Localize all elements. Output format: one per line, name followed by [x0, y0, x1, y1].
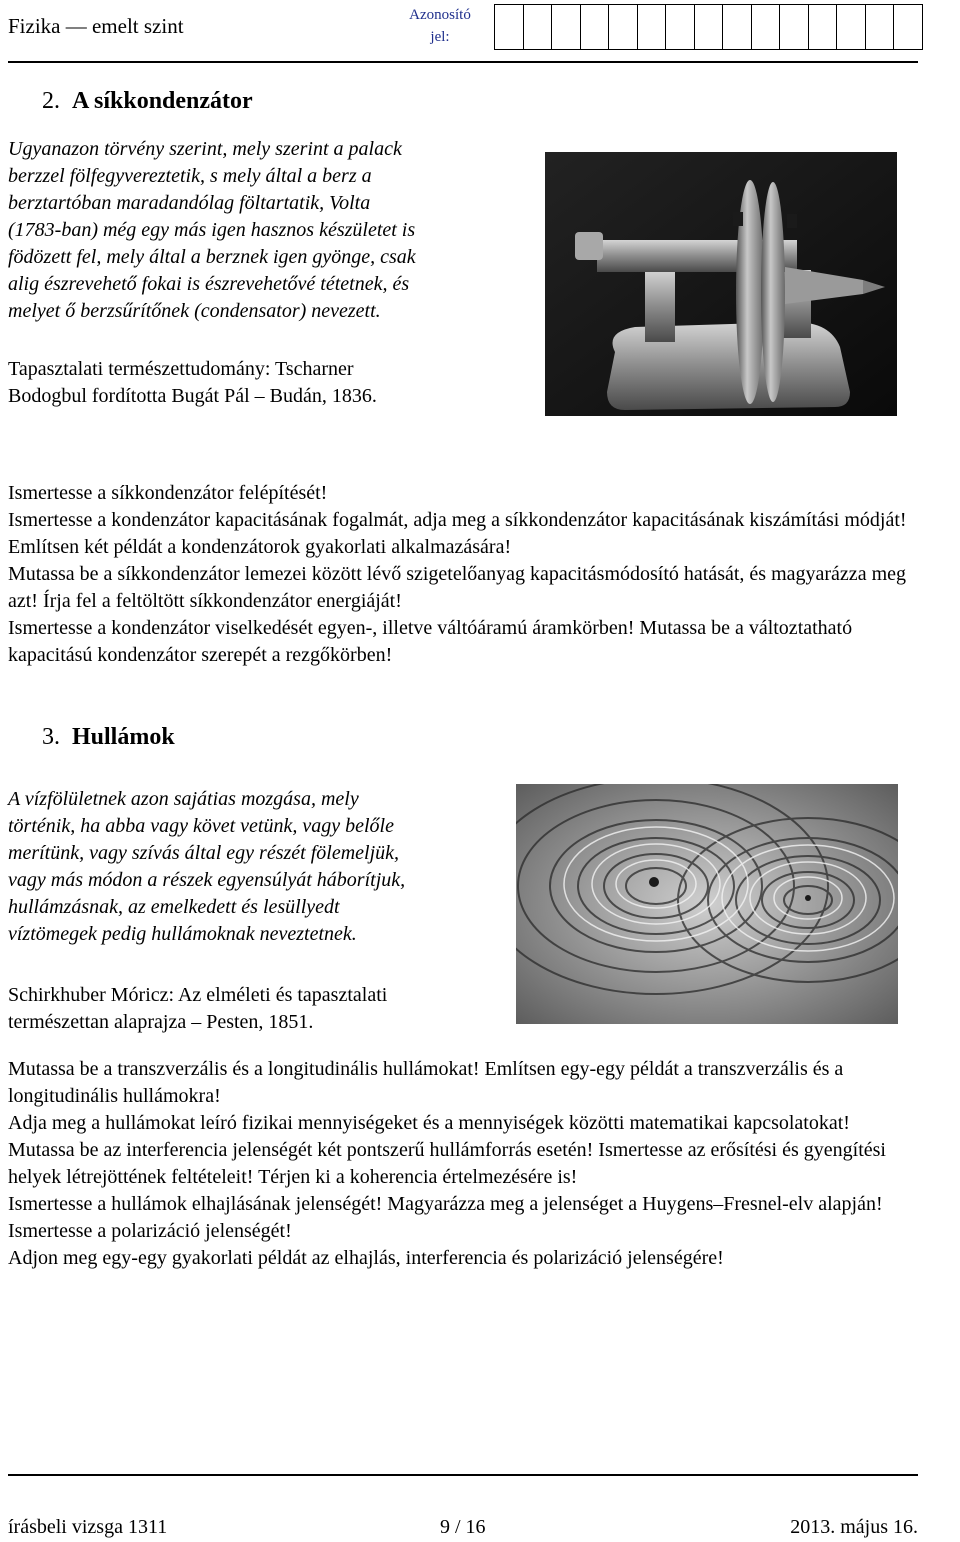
section-3-quote	[8, 786, 508, 948]
quote-line: alig észrevehető fokai is észrevehetővé tétetnek, és	[8, 273, 410, 295]
id-box	[524, 5, 553, 49]
id-box	[866, 5, 895, 49]
task-item: Adja meg a hullámokat leíró fizikai mennyiségeket és a mennyiségek közötti matematikai kapcsolatokat!	[8, 1112, 850, 1134]
id-box	[638, 5, 667, 49]
id-box	[552, 5, 581, 49]
section-3-number: 3.	[42, 724, 60, 750]
water-ripples-photo	[516, 784, 898, 1024]
source-line: Bodogbul fordította Bugát Pál – Budán, 1836.	[8, 385, 377, 407]
task-item: Mutassa be a transzverzális és a longitudinális hullámokat! Említsen egy-egy példát a transzverzális és a longitudinális hullámokra!	[8, 1058, 844, 1107]
quote-line: A vízfölületnek azon sajátias mozgása, mely	[8, 788, 359, 810]
quote-line: berztartóban maradandólag föltartatik, Volta	[8, 192, 371, 214]
id-box	[666, 5, 695, 49]
task-item: Mutassa be az interferencia jelenségét két pontszerű hullámforrás esetén! Ismertesse az erősítési és gyengítési helyek létrejöttének feltételeit! Térjen ki a koherencia értelmezésére is!	[8, 1139, 886, 1188]
subject-label: Fizika — emelt szint	[8, 14, 184, 38]
quote-line: vagy más módon a részek egyensúlyát háborítjuk,	[8, 869, 406, 891]
source-line: Tapasztalati természettudomány: Tscharner	[8, 358, 354, 380]
section-3-heading: Hullámok	[72, 724, 175, 750]
quote-line: Ugyanazon törvény szerint, mely szerint a palack	[8, 138, 402, 160]
section-2-title	[42, 88, 253, 115]
task-item: Ismertesse a polarizáció jelenségét!	[8, 1220, 292, 1242]
section-3-tasks	[8, 1056, 918, 1272]
exam-label: írásbeli vizsga 1311	[8, 1516, 168, 1538]
quote-line: (1783-ban) még egy más igen hasznos készületet is	[8, 219, 416, 241]
task-item: Ismertesse a síkkondenzátor felépítését!	[8, 482, 328, 504]
id-box	[752, 5, 781, 49]
source-line: Schirkhuber Móricz: Az elméleti és tapasztalati	[8, 984, 388, 1006]
capacitor-photo	[545, 152, 897, 416]
id-boxes	[494, 4, 923, 50]
quote-line: hullámzásnak, az emelkedett és lesüllyedt	[8, 896, 340, 918]
id-box	[894, 5, 923, 49]
task-item: Mutassa be a síkkondenzátor lemezei között lévő szigetelőanyag kapacitásmódosító hatását, és magyarázza meg azt! Írja fel a feltöltött síkkondenzátor energiáját!	[8, 563, 906, 612]
id-label: Azonosító jel:	[409, 7, 471, 45]
exam-date: 2013. május 16.	[790, 1516, 918, 1538]
footer-divider	[8, 1474, 918, 1476]
id-box	[809, 5, 838, 49]
section-2-source	[8, 356, 538, 410]
header-divider	[8, 61, 918, 63]
section-3-title	[42, 724, 175, 751]
section-2-number: 2.	[42, 88, 60, 114]
task-item: Ismertesse a kondenzátor kapacitásának fogalmát, adja meg a síkkondenzátor kapacitásának kiszámítási módját! Említsen két példát a kondenzátorok gyakorlati alkalmazására!	[8, 509, 907, 558]
id-box	[495, 5, 524, 49]
quote-line: merítünk, vagy szívás által egy részét fölemeljük,	[8, 842, 400, 864]
section-3-source	[8, 982, 508, 1036]
quote-line: melyet ő berzsűrítőnek (condensator) nevezett.	[8, 300, 381, 322]
section-2-heading: A síkkondenzátor	[72, 88, 253, 114]
id-box	[609, 5, 638, 49]
task-item: Ismertesse a hullámok elhajlásának jelenségét! Magyarázza meg a jelenséget a Huygens–Fresnel-elv alapján!	[8, 1193, 883, 1215]
id-box	[695, 5, 724, 49]
page-header	[0, 0, 960, 56]
quote-line: berzzel fölfegyvereztetik, s mely által a berz a	[8, 165, 372, 187]
quote-line: víztömegek pedig hullámoknak neveztetnek.	[8, 923, 357, 945]
id-box	[837, 5, 866, 49]
id-box	[723, 5, 752, 49]
quote-line: történik, ha abba vagy követ vetünk, vagy belőle	[8, 815, 394, 837]
task-item: Ismertesse a kondenzátor viselkedését egyen-, illetve váltóáramú áramkörben! Mutassa be a változtatható kapacitású kondenzátor szerepét a rezgőkörben!	[8, 617, 853, 666]
id-box	[780, 5, 809, 49]
id-box	[581, 5, 610, 49]
page-number: 9 / 16	[440, 1516, 486, 1538]
quote-line: födözett fel, mely által a berznek igen gyönge, csak	[8, 246, 416, 268]
task-item: Adjon meg egy-egy gyakorlati példát az elhajlás, interferencia és polarizáció jelenségére!	[8, 1247, 724, 1269]
source-line: természettan alaprajza – Pesten, 1851.	[8, 1011, 314, 1033]
section-2-quote	[8, 136, 538, 325]
section-2-tasks	[8, 480, 918, 669]
